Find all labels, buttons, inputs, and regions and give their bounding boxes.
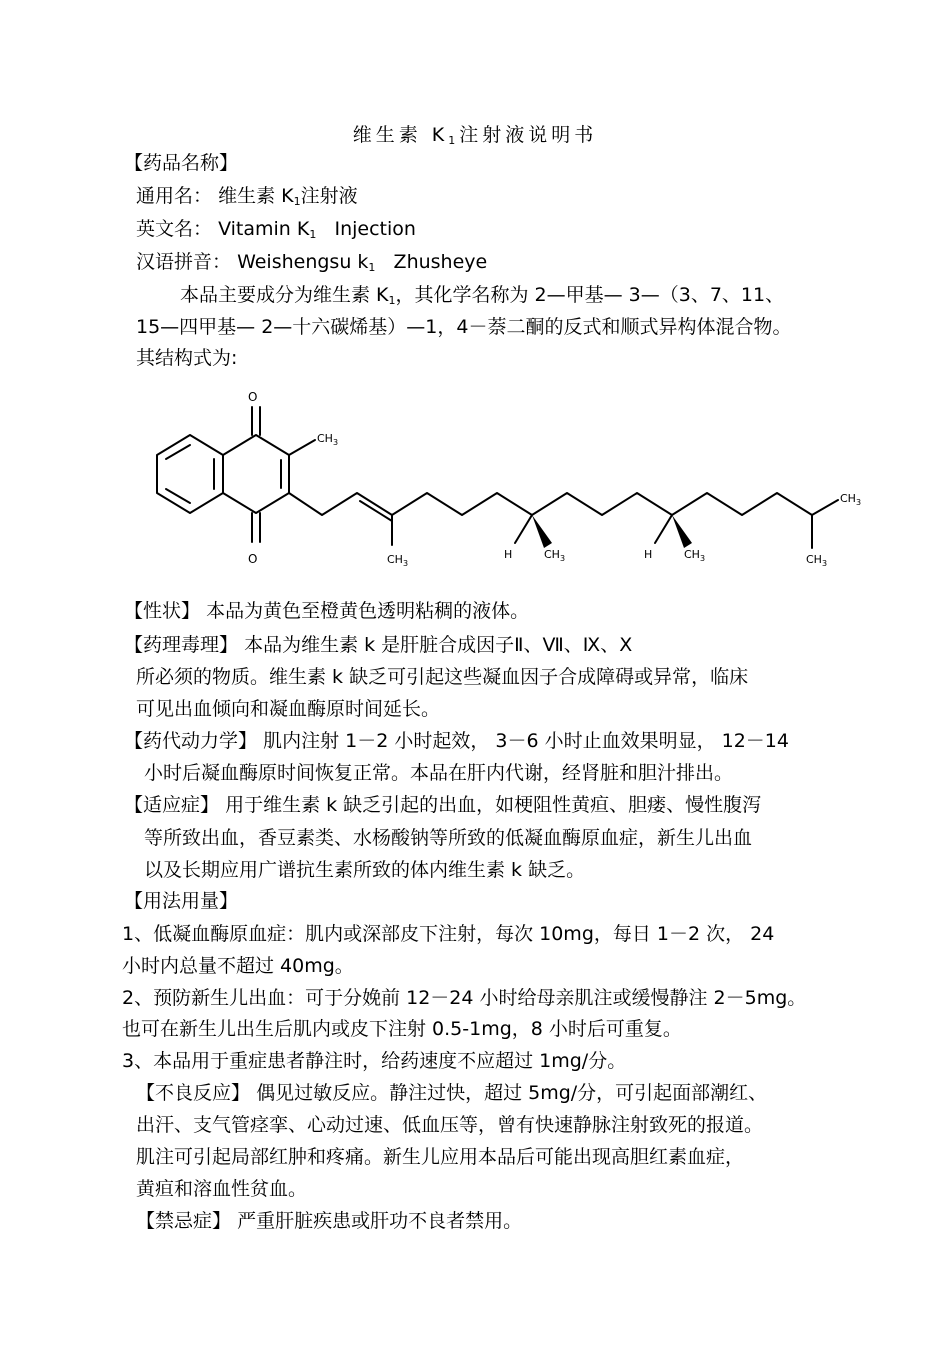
dosage-item-1-line-2: 小时内总量不超过 40mg。: [122, 955, 354, 977]
pinyin-name-line: [136, 250, 487, 280]
methyl-label-terminal-2: $CH_3$: [806, 553, 828, 568]
generic-name-label: 通用名：: [136, 185, 213, 207]
composition-text-b: ，其化学名称为 2—甲基— 3—（3、7、11、: [395, 284, 785, 306]
methyl-label-c7: $CH_3$: [544, 548, 566, 563]
methyl-label-ring: $CH_3$: [317, 432, 339, 447]
adverse-line-3: 肌注可引起局部红肿和疼痛。新生儿应用本品后可能出现高胆红素血症，: [136, 1146, 745, 1168]
generic-name-value: 维生素 K: [218, 185, 294, 207]
pinyin-name-label: 汉语拼音：: [136, 251, 232, 273]
indications-heading: 【适应症】: [124, 794, 220, 816]
phytyl-chain: [289, 493, 838, 515]
stereo-wedge-1: [532, 515, 552, 548]
pharmacology-heading: 【药理毒理】: [124, 634, 239, 656]
pharmacokinetics-line-2: 小时后凝血酶原时间恢复正常。本品在肝内代谢，经肾脏和胆汁排出。: [144, 762, 734, 784]
quinone-ring: [223, 435, 289, 513]
contraindications-line: [136, 1209, 522, 1233]
generic-name-rest: 注射液: [300, 185, 358, 207]
english-name-sub: 1: [309, 228, 317, 241]
adverse-text-1: 偶见过敏反应。静注过快，超过 5mg/分，可引起面部潮红、: [256, 1082, 768, 1104]
title-text: 维生素 K: [352, 124, 449, 146]
pharmacokinetics-text-1: 肌内注射 1－2 小时起效， 3－6 小时止血效果明显， 12－14: [263, 730, 789, 752]
pharmacology-line-1: [124, 633, 632, 657]
english-name-label: 英文名：: [136, 218, 213, 240]
methyl-label-c11: $CH_3$: [684, 548, 706, 563]
pharmacology-line-3: 可见出血倾向和凝血酶原时间延长。: [136, 698, 441, 720]
pharmacokinetics-heading: 【药代动力学】: [124, 730, 258, 752]
pharmacology-line-2: 所必须的物质。维生素 k 缺乏可引起这些凝血因子合成障碍或异常，临床: [136, 666, 749, 688]
indications-line-3: 以及长期应用广谱抗生素所致的体内维生素 k 缺乏。: [144, 859, 586, 881]
structural-formula: [130, 380, 875, 580]
properties-heading: 【性状】: [124, 600, 201, 622]
generic-name-line: [136, 184, 358, 214]
pinyin-name-value: Weishengsu k: [237, 251, 369, 273]
composition-sub: 1: [388, 294, 396, 307]
pinyin-name-rest: Zhusheye: [393, 251, 488, 273]
hydrogen-label-c11: H: [644, 548, 653, 561]
contraindications-text: 严重肝脏疾患或肝功不良者禁用。: [237, 1210, 523, 1232]
title-rest: 注射液说明书: [459, 124, 598, 146]
dosage-item-3: 3、本品用于重症患者静注时，给药速度不应超过 1mg/分。: [122, 1050, 627, 1072]
generic-name-sub: 1: [293, 195, 301, 208]
english-name-value: Vitamin K: [218, 218, 310, 240]
dosage-item-2-line-2: 也可在新生儿出生后肌内或皮下注射 0.5-1mg，8 小时后可重复。: [122, 1018, 682, 1040]
adverse-line-1: [136, 1081, 767, 1105]
pinyin-name-sub: 1: [368, 261, 376, 274]
dosage-item-1-line-1: 1、低凝血酶原血症：肌内或深部皮下注射，每次 10mg，每日 1－2 次， 24: [122, 923, 775, 945]
composition-line-2: 15—四甲基— 2—十六碳烯基）—1，4－萘二酮的反式和顺式异构体混合物。: [136, 316, 792, 338]
title-subscript: 1: [448, 134, 460, 147]
contraindications-heading: 【禁忌症】: [136, 1210, 232, 1232]
english-name-line: [136, 217, 416, 247]
composition-line-3: 其结构式为:: [136, 347, 238, 369]
document-title: [0, 120, 950, 147]
methyl-label-terminal-1: $CH_3$: [840, 492, 862, 507]
indications-line-2: 等所致出血，香豆素类、水杨酸钠等所致的低凝血酶原血症，新生儿出血: [144, 827, 753, 849]
dosage-heading: 【用法用量】: [124, 890, 239, 912]
english-name-rest: Injection: [334, 218, 416, 240]
name-heading: 【药品名称】: [124, 152, 239, 174]
oxygen-top-label: O: [248, 390, 258, 404]
dosage-item-2-line-1: 2、预防新生儿出血：可于分娩前 12－24 小时给母亲肌注或缓慢静注 2－5mg。: [122, 987, 807, 1009]
oxygen-bottom-label: O: [248, 552, 258, 566]
adverse-line-4: 黄疸和溶血性贫血。: [136, 1178, 308, 1200]
properties-line: [124, 599, 529, 623]
hydrogen-label-c7: H: [504, 548, 513, 561]
composition-line-1: [180, 283, 784, 313]
composition-text-a: 本品主要成分为维生素 K: [180, 284, 389, 306]
adverse-line-2: 出汗、支气管痉挛、心动过速、低血压等，曾有快速静脉注射致死的报道。: [136, 1114, 764, 1136]
indications-line-1: [124, 793, 761, 817]
methyl-label-c3: $CH_3$: [387, 553, 409, 568]
adverse-heading: 【不良反应】: [136, 1082, 251, 1104]
pharmacokinetics-line-1: [124, 729, 789, 753]
indications-text-1: 用于维生素 k 缺乏引起的出血，如梗阻性黄疸、胆瘘、慢性腹泻: [225, 794, 762, 816]
pharmacology-text-1: 本品为维生素 k 是肝脏合成因子Ⅱ、Ⅶ、Ⅸ、Ⅹ: [244, 634, 633, 656]
stereo-wedge-2: [672, 515, 692, 548]
properties-text: 本品为黄色至橙黄色透明粘稠的液体。: [206, 600, 530, 622]
